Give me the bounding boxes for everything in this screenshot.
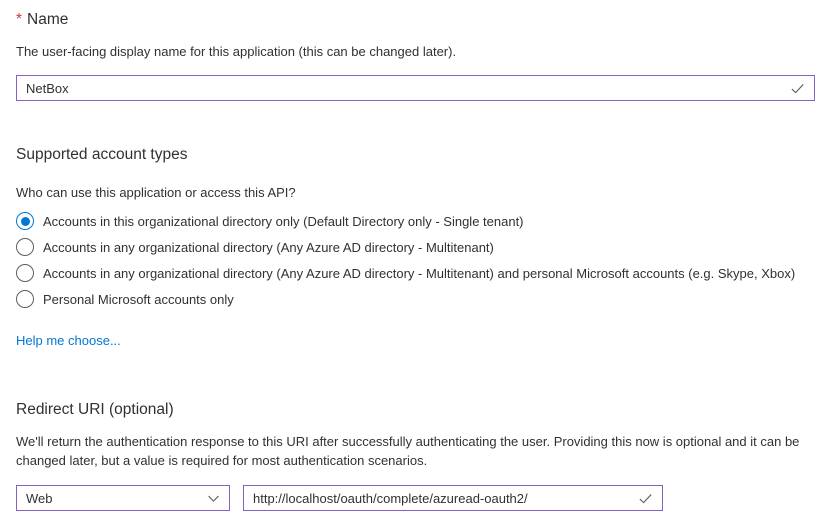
redirect-uri-input[interactable] — [243, 485, 663, 511]
redirect-uri-description: We'll return the authentication response to this URI after successfully authenticating the user. Providing this now is optional and it can be changed later, but a value is required for most authentication scenarios. — [16, 434, 800, 468]
name-section-title — [16, 10, 815, 29]
radio-option-label: Accounts in any organizational directory (Any Azure AD directory - Multitenant) — [43, 239, 494, 255]
radio-option-label: Accounts in any organizational directory (Any Azure AD directory - Multitenant) and personal Microsoft accounts (e.g. Skype, Xbox) — [43, 265, 796, 281]
account-types-question: Who can use this application or access this API? — [16, 185, 296, 200]
help-me-choose-link[interactable]: Help me choose... — [16, 333, 121, 348]
radio-button-icon[interactable] — [16, 290, 34, 308]
radio-button-icon[interactable] — [16, 212, 34, 230]
checkmark-icon — [790, 81, 805, 96]
radio-option-single-tenant[interactable] — [16, 208, 815, 234]
account-types-title: Supported account types — [16, 146, 188, 163]
chevron-down-icon — [207, 492, 220, 505]
platform-dropdown[interactable] — [16, 485, 230, 511]
supported-account-types-section — [16, 145, 815, 350]
name-input[interactable] — [16, 75, 815, 101]
platform-dropdown-value: Web — [26, 490, 53, 506]
redirect-uri-row — [16, 485, 815, 511]
name-section — [16, 10, 815, 101]
checkmark-icon — [638, 491, 653, 506]
name-description: The user-facing display name for this application (this can be changed later). — [16, 44, 457, 59]
account-types-radio-group — [16, 208, 815, 312]
redirect-uri-input-value: http://localhost/oauth/complete/azuread-oauth2/ — [253, 490, 528, 506]
radio-option-multitenant-personal[interactable] — [16, 260, 815, 286]
radio-option-multitenant[interactable] — [16, 234, 815, 260]
radio-button-icon[interactable] — [16, 238, 34, 256]
name-title-text: Name — [27, 11, 69, 28]
radio-option-label: Accounts in this organizational directory only (Default Directory only - Single tenant) — [43, 213, 524, 229]
required-asterisk: * — [16, 11, 23, 28]
radio-option-personal-only[interactable] — [16, 286, 815, 312]
radio-option-label: Personal Microsoft accounts only — [43, 291, 234, 307]
radio-button-icon[interactable] — [16, 264, 34, 282]
redirect-uri-title: Redirect URI (optional) — [16, 401, 174, 418]
redirect-uri-section — [16, 400, 815, 511]
name-input-value: NetBox — [26, 80, 69, 96]
